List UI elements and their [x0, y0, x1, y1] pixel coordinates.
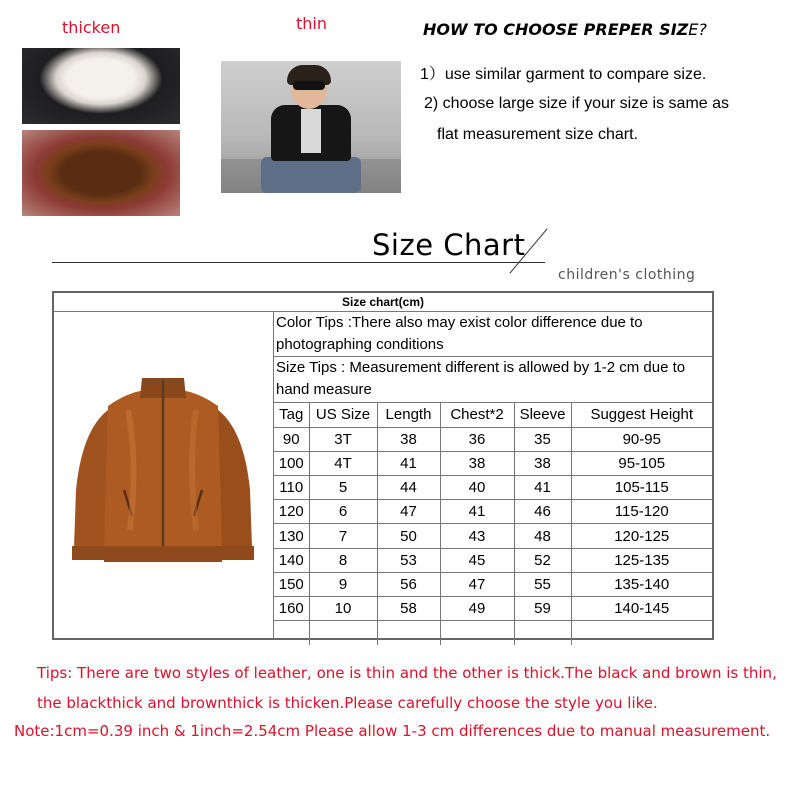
table-cell: 49 — [440, 597, 514, 621]
size-chart-title: Size Chart — [372, 228, 526, 262]
table-cell: 38 — [514, 451, 571, 475]
table-cell: 135-140 — [571, 572, 712, 596]
table-cell: 46 — [514, 500, 571, 524]
jacket-image-cell — [54, 312, 274, 638]
table-cell: 115-120 — [571, 500, 712, 524]
table-cell: 120-125 — [571, 524, 712, 548]
table-row — [274, 524, 712, 548]
table-cell: 43 — [440, 524, 514, 548]
table-header: Size chart(cm) — [54, 293, 712, 312]
color-tips-line-2: photographing conditions — [276, 336, 444, 353]
style-tips-line-2: the blackthick and brownthick is thicken.Please carefully choose the style you like. — [37, 694, 658, 712]
table-cell: 7 — [309, 524, 377, 548]
size-tips-cell — [274, 357, 712, 403]
table-cell: 53 — [377, 548, 440, 572]
table-cell: 56 — [377, 572, 440, 596]
table-cell: 36 — [440, 427, 514, 451]
table-cell: 58 — [377, 597, 440, 621]
table-row — [274, 451, 712, 475]
table-row — [274, 427, 712, 451]
table-cell: 9 — [309, 572, 377, 596]
column-header: Length — [377, 403, 440, 427]
table-cell: 95-105 — [571, 451, 712, 475]
thin-jacket-model-photo — [221, 61, 401, 193]
table-cell: 10 — [309, 597, 377, 621]
table-row — [274, 548, 712, 572]
black-thick-lining-photo — [22, 48, 180, 124]
brown-thick-lining-photo — [22, 130, 180, 216]
table-cell: 160 — [274, 597, 309, 621]
column-header: Sleeve — [514, 403, 571, 427]
table-row — [274, 597, 712, 621]
table-cell — [440, 621, 514, 645]
table-cell — [571, 621, 712, 645]
table-cell: 90-95 — [571, 427, 712, 451]
color-tips-cell — [274, 312, 712, 357]
table-cell: 110 — [274, 476, 309, 500]
guide-tip-2: 2) choose large size if your size is same as — [424, 95, 730, 112]
table-row — [274, 621, 712, 645]
table-cell: 120 — [274, 500, 309, 524]
thicken-label: thicken — [62, 18, 121, 37]
table-cell: 38 — [377, 427, 440, 451]
table-cell: 50 — [377, 524, 440, 548]
guide-tip-3: flat measurement size chart. — [437, 126, 638, 143]
size-guide-heading: HOW TO CHOOSE PREPER SIZE? — [423, 20, 707, 39]
style-tips-line-1: Tips: There are two styles of leather, one is thin and the other is thick.The black and brown is thin, — [37, 664, 777, 682]
table-cell: 4T — [309, 451, 377, 475]
size-chart-subtitle: children's clothing — [558, 267, 696, 283]
table-cell: 41 — [514, 476, 571, 500]
grid-header-row — [274, 403, 712, 427]
table-cell: 3T — [309, 427, 377, 451]
table-cell: 45 — [440, 548, 514, 572]
table-cell — [274, 621, 309, 645]
table-cell: 6 — [309, 500, 377, 524]
table-row — [274, 572, 712, 596]
table-row — [274, 476, 712, 500]
size-tips-line-2: hand measure — [276, 381, 372, 398]
table-cell: 52 — [514, 548, 571, 572]
table-cell: 44 — [377, 476, 440, 500]
table-cell: 140-145 — [571, 597, 712, 621]
table-cell: 41 — [377, 451, 440, 475]
title-divider — [52, 262, 545, 263]
column-header: US Size — [309, 403, 377, 427]
table-cell: 150 — [274, 572, 309, 596]
brown-jacket-illustration — [68, 370, 258, 580]
table-cell: 47 — [440, 572, 514, 596]
table-cell: 5 — [309, 476, 377, 500]
measurement-grid — [274, 403, 712, 645]
table-cell: 140 — [274, 548, 309, 572]
table-cell: 125-135 — [571, 548, 712, 572]
table-cell — [377, 621, 440, 645]
color-tips-line-1: Color Tips :There also may exist color difference due to — [276, 314, 643, 331]
table-cell: 90 — [274, 427, 309, 451]
table-cell: 8 — [309, 548, 377, 572]
size-chart-table — [52, 291, 714, 640]
guide-tip-1: 1）use similar garment to compare size. — [420, 66, 707, 83]
column-header: Suggest Height — [571, 403, 712, 427]
size-tips-line-1: Size Tips : Measurement different is allowed by 1-2 cm due to — [276, 359, 686, 376]
table-cell: 48 — [514, 524, 571, 548]
table-cell: 100 — [274, 451, 309, 475]
thin-label: thin — [296, 14, 327, 33]
table-row — [274, 500, 712, 524]
table-cell: 40 — [440, 476, 514, 500]
column-header: Tag — [274, 403, 309, 427]
table-cell: 130 — [274, 524, 309, 548]
table-cell: 105-115 — [571, 476, 712, 500]
column-header: Chest*2 — [440, 403, 514, 427]
table-cell — [514, 621, 571, 645]
table-cell — [309, 621, 377, 645]
table-cell: 38 — [440, 451, 514, 475]
conversion-note: Note:1cm=0.39 inch & 1inch=2.54cm Please allow 1-3 cm differences due to manual measurement. — [14, 722, 771, 740]
table-cell: 55 — [514, 572, 571, 596]
table-cell: 41 — [440, 500, 514, 524]
table-cell: 47 — [377, 500, 440, 524]
table-cell: 35 — [514, 427, 571, 451]
table-cell: 59 — [514, 597, 571, 621]
